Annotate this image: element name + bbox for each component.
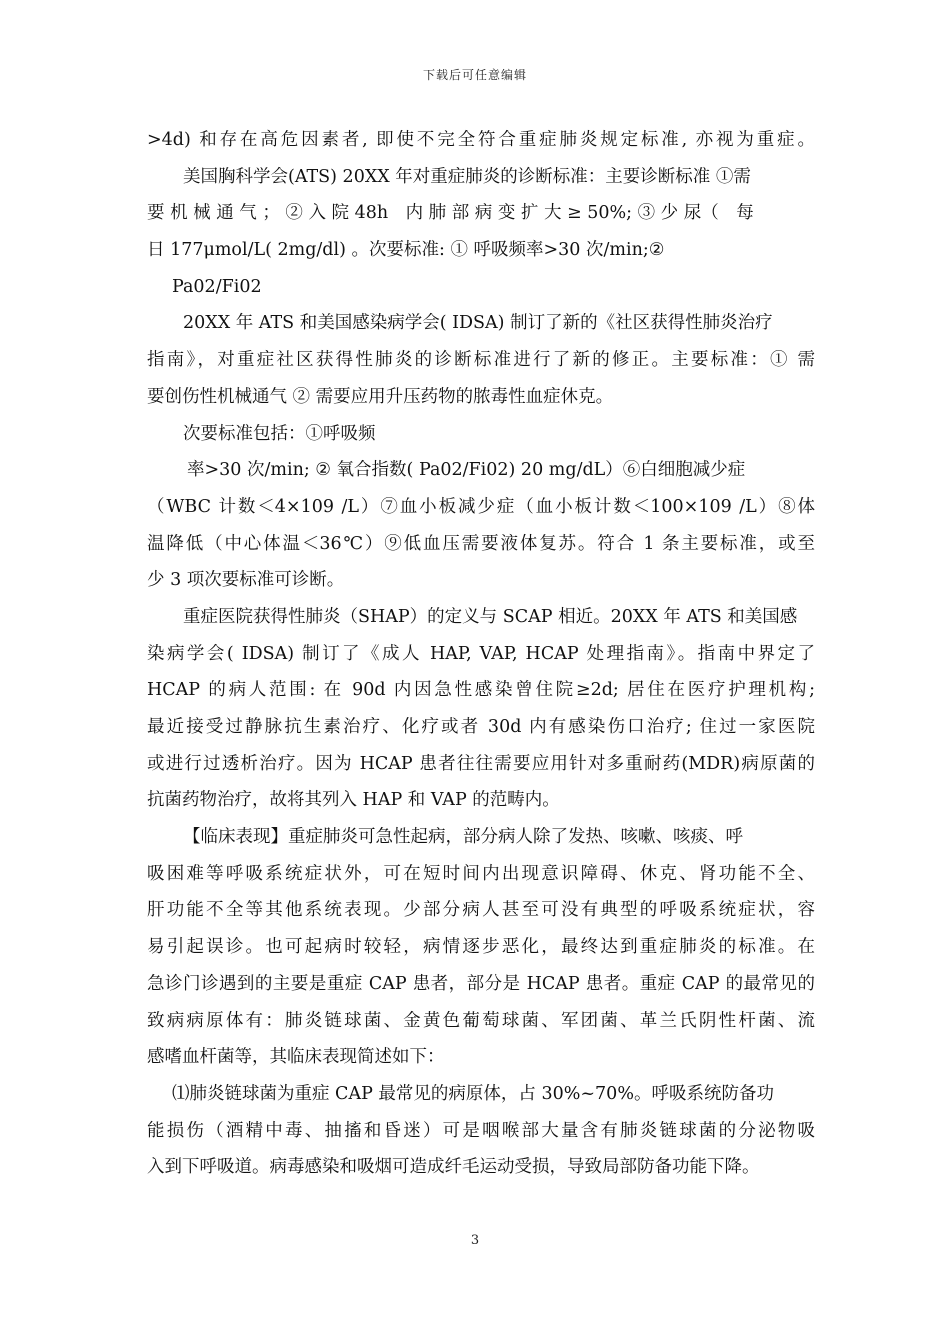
text-line: 最近接受过静脉抗生素治疗、化疗或者 30d 内有感染伤口治疗; 住过一家医院 xyxy=(147,717,815,737)
text-line: 温降低（中心体温＜36℃）⑨低血压需要液体复苏。符合 1 条主要标准，或至 xyxy=(147,533,815,554)
text-line: 肝功能不全等其他系统表现。少部分病人甚至可没有典型的呼吸系统症状，容 xyxy=(147,900,815,921)
text-line: HCAP 的病人范围: 在 90d 内因急性感染曾住院≥2d; 居住在医疗护理机构; xyxy=(147,680,815,701)
text-line: 入到下呼吸道。病毒感染和吸烟可造成纤毛运动受损，导致局部防备功能下降。 xyxy=(147,1157,760,1178)
text-line: 或进行过透析治疗。因为 HCAP 患者往往需要应用针对多重耐药(MDR)病原菌的 xyxy=(147,753,815,774)
text-line: 抗菌药物治疗，故将其列入 HAP 和 VAP 的范畴内。 xyxy=(147,790,560,811)
text-line: 吸困难等呼吸系统症状外，可在短时间内出现意识障碍、休克、肾功能不全、 xyxy=(147,863,815,884)
text-line: Pa02/Fi02 xyxy=(172,276,262,297)
text-line: 染病学会( IDSA) 制订了《成人 HAP, VAP, HCAP 处理指南》。指南中界定了 xyxy=(147,643,815,664)
text-line: 20XX 年 ATS 和美国感染病学会( IDSA) 制订了新的《社区获得性肺炎治疗 xyxy=(183,313,773,334)
text-line: 要创伤性机械通气 ② 需要应用升压药物的脓毒性血症休克。 xyxy=(147,386,614,407)
text-line: 感嗜血杆菌等，其临床表现简述如下： xyxy=(147,1047,445,1068)
text-line: 日 177μmol/L( 2mg/dl) 。次要标准: ① 呼吸频率>30 次/min;② xyxy=(147,240,665,261)
page-header: 下载后可任意编辑 xyxy=(422,68,527,82)
text-line: （WBC 计数＜4×109 /L）⑦血小板减少症（血小板计数＜100×109 /L）⑧体 xyxy=(147,496,815,517)
text-line: >4d) 和存在高危因素者, 即使不完全符合重症肺炎规定标准, 亦视为重症。 xyxy=(147,130,815,150)
text-line: 少 3 项次要标准可诊断。 xyxy=(147,570,345,591)
page-number: 3 xyxy=(470,1233,480,1248)
text-line: 率>30 次/min; ② 氧合指数( Pa02/Fi02) 20 mg/dL）⑥白细胞减少症 xyxy=(187,460,746,481)
text-line: 要 机 械 通 气 ； ② 入 院 48h 内 肺 部 病 变 扩 大 ≥ 50%; ③ 少 尿（ 每 xyxy=(147,203,754,224)
text-line: 能损伤（酒精中毒、抽搐和昏迷）可是咽喉部大量含有肺炎链球菌的分泌物吸 xyxy=(147,1120,815,1141)
text-line: 致病病原体有：肺炎链球菌、金黄色葡萄球菌、军团菌、革兰氏阴性杆菌、流 xyxy=(147,1010,815,1031)
text-line: 易引起误诊。也可起病时较轻，病情逐步恶化，最终达到重症肺炎的标准。在 xyxy=(147,937,815,958)
text-line: 【临床表现】重症肺炎可急性起病，部分病人除了发热、咳嗽、咳痰、呼 xyxy=(183,827,743,848)
text-line: ⑴肺炎链球菌为重症 CAP 最常见的病原体，占 30%~70%。呼吸系统防备功 xyxy=(172,1083,774,1104)
document-body xyxy=(147,122,815,1186)
text-line: 急诊门诊遇到的主要是重症 CAP 患者，部分是 HCAP 患者。重症 CAP 的最常见的 xyxy=(147,973,815,994)
text-line: 美国胸科学会(ATS) 20XX 年对重症肺炎的诊断标准：主要诊断标准 ①需 xyxy=(183,166,751,187)
text-line: 指南》，对重症社区获得性肺炎的诊断标准进行了新的修正。主要标准：① 需 xyxy=(147,350,815,371)
text-line: 重症医院获得性肺炎（SHAP）的定义与 SCAP 相近。20XX 年 ATS 和美国感 xyxy=(183,606,798,627)
text-line: 次要标准包括：①呼吸频 xyxy=(183,423,376,444)
